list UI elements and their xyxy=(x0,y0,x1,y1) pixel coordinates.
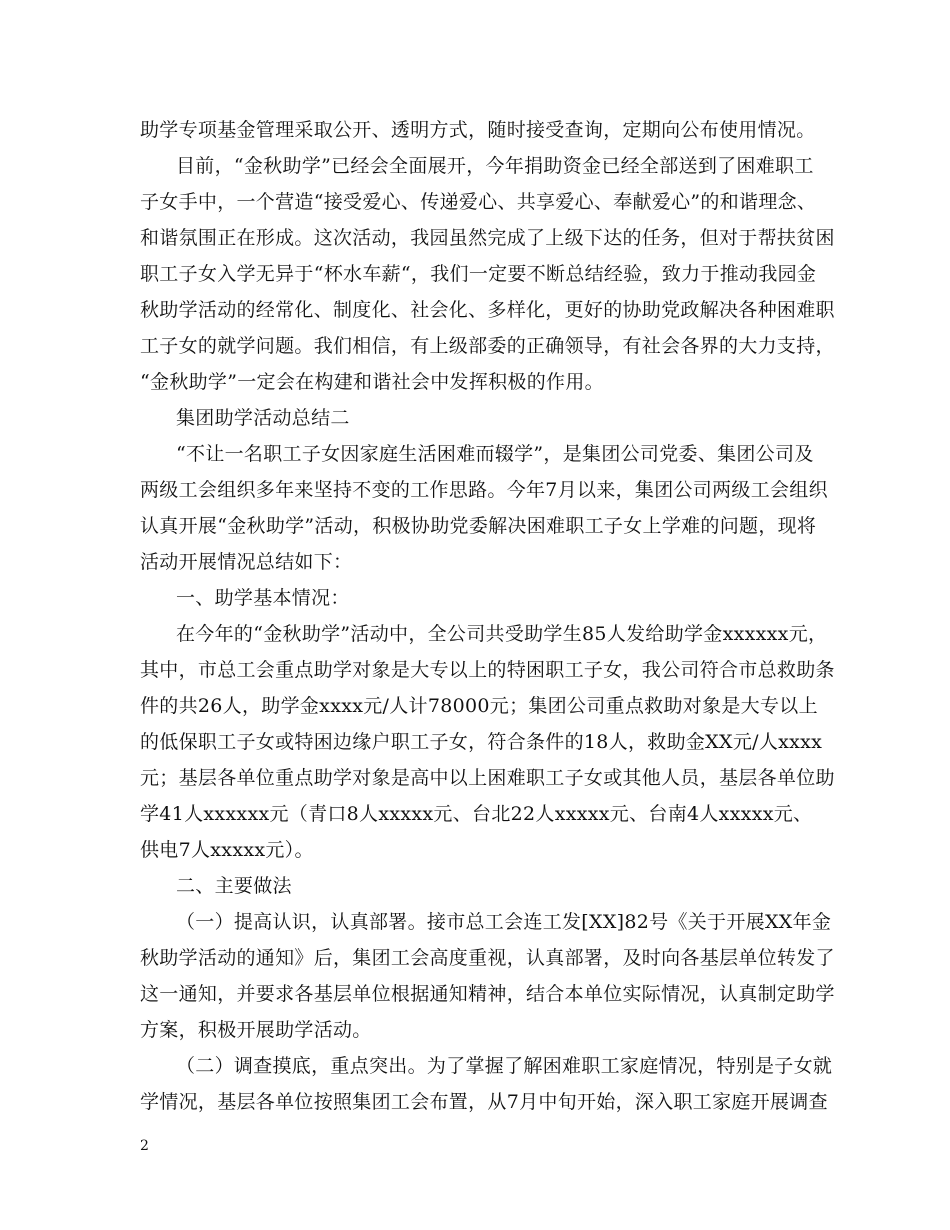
text-line: 目前，“金秋助学”已经会全面展开，今年捐助资金已经全部送到了困难职工 xyxy=(176,155,814,177)
text-line: （二）调查摸底，重点突出。为了掌握了解困难职工家庭情况，特别是子女就 xyxy=(176,1055,833,1077)
text-line: 和谐氛围正在形成。这次活动，我园虽然完成了上级下达的任务，但对于帮扶贫困 xyxy=(140,227,835,249)
text-line: 学41人xxxxxx元（青口8人xxxxx元、台北22人xxxxx元、台南4人xxxxx元、 xyxy=(140,803,813,825)
text-line: “金秋助学”一定会在构建和谐社会中发挥积极的作用。 xyxy=(140,371,604,393)
text-line: “不让一名职工子女因家庭生活困难而辍学”，是集团公司党委、集团公司及 xyxy=(176,443,814,465)
section-heading: 二、主要做法 xyxy=(176,875,292,897)
text-line: 秋助学活动的经常化、制度化、社会化、多样化，更好的协助党政解决各种困难职 xyxy=(140,299,835,321)
text-line: 子女手中，一个营造“接受爱心、传递爱心、共享爱心、奉献爱心”的和谐理念、 xyxy=(140,191,817,213)
text-line: 助学专项基金管理采取公开、透明方式，随时接受查询，定期向公布使用情况。 xyxy=(140,119,816,141)
text-line: 元；基层各单位重点助学对象是高中以上困难职工子女或其他人员，基层各单位助 xyxy=(140,767,835,789)
text-line: 两级工会组织多年来坚持不变的工作思路。今年7月以来，集团公司两级工会组织 xyxy=(140,479,828,501)
section-heading: 集团助学活动总结二 xyxy=(176,407,350,429)
text-line: （一）提高认识，认真部署。接市总工会连工发[XX]82号《关于开展XX年金 xyxy=(176,911,832,933)
text-line: 其中，市总工会重点助学对象是大专以上的特困职工子女，我公司符合市总救助条 xyxy=(140,659,835,681)
text-line: 供电7人xxxxx元）。 xyxy=(140,839,314,861)
text-line: 认真开展“金秋助学”活动，积极协助党委解决困难职工子女上学难的问题，现将 xyxy=(140,515,817,537)
text-line: 工子女的就学问题。我们相信，有上级部委的正确领导，有社会各界的大力支持， xyxy=(140,335,835,357)
text-line: 在今年的“金秋助学”活动中，全公司共受助学生85人发给助学金xxxxxx元， xyxy=(176,623,828,645)
text-line: 活动开展情况总结如下： xyxy=(140,551,353,573)
page-number: 2 xyxy=(140,1138,149,1154)
text-line: 方案，积极开展助学活动。 xyxy=(140,1019,372,1041)
text-line: 的低保职工子女或特困边缘户职工子女，符合条件的18人，救助金XX元/人xxxx xyxy=(140,731,823,753)
text-line: 件的共26人，助学金xxxx元/人计78000元；集团公司重点救助对象是大专以上 xyxy=(140,695,818,717)
section-heading: 一、助学基本情况： xyxy=(176,587,350,609)
text-line: 这一通知，并要求各基层单位根据通知精神，结合本单位实际情况，认真制定助学 xyxy=(140,983,835,1005)
text-line: 职工子女入学无异于“杯水车薪“，我们一定要不断总结经验，致力于推动我园金 xyxy=(140,263,817,285)
text-line: 秋助学活动的通知》后，集团工会高度重视，认真部署，及时向各基层单位转发了 xyxy=(140,947,835,969)
text-line: 学情况，基层各单位按照集团工会布置，从7月中旬开始，深入职工家庭开展调查 xyxy=(140,1091,828,1113)
